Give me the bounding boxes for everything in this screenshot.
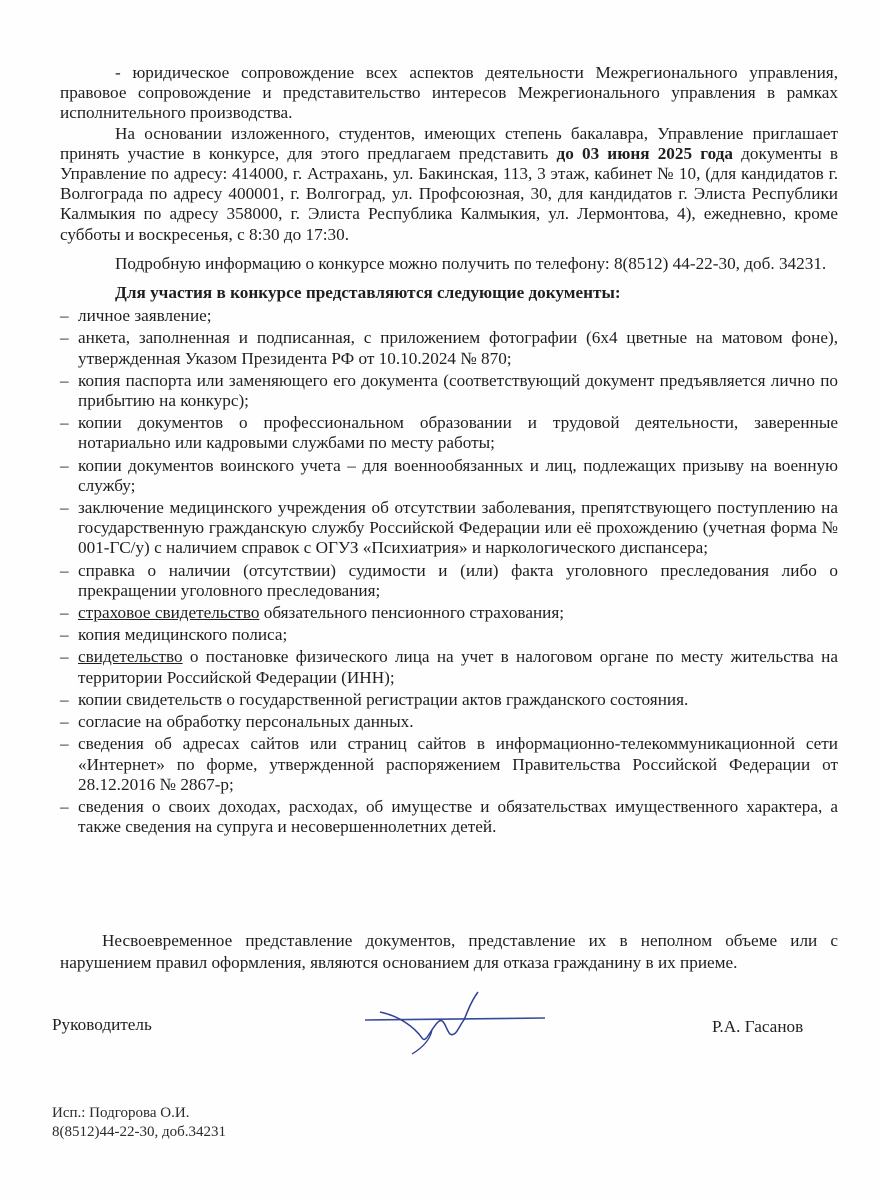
list-item — [60, 647, 838, 687]
executor-name: Исп.: Подгорова О.И. — [52, 1105, 190, 1121]
list-item: – копии свидетельств о государственной регистрации актов гражданского состояния. — [60, 690, 838, 710]
list-item: – справка о наличии (отсутствии) судимости и (или) факта уголовного преследования либо о прекращении уголовного преследования; — [60, 561, 838, 601]
list-item: – анкета, заполненная и подписанная, с приложением фотографии (6x4 цветные на матовом фоне), утвержденная Указом Президента РФ от 10.10.2024 № 870; — [60, 328, 838, 368]
list-item-text: о постановке физического лица на учет в налоговом органе по месту жительства на территории Российской Федерации (ИНН); — [78, 647, 838, 687]
underlined-term: страховое свидетельство — [78, 603, 260, 623]
executor-block — [52, 1104, 226, 1142]
list-item: – копия медицинского полиса; — [60, 625, 838, 645]
list-item: – копия паспорта или заменяющего его документа (соответствующий документ предъявляется лично по прибытию на конкурс); — [60, 371, 838, 411]
paragraph-contact-info: Подробную информацию о конкурсе можно получить по телефону: 8(8512) 44-22-30, доб. 34231. — [115, 253, 827, 273]
closing-paragraph — [60, 930, 838, 974]
list-item — [60, 603, 838, 623]
signer-role: Руководитель — [52, 1015, 152, 1034]
document-body — [60, 63, 838, 839]
documents-list — [60, 306, 838, 837]
paragraph-invitation — [60, 124, 838, 245]
list-item: – сведения о своих доходах, расходах, об имуществе и обязательствах имущественного характера, а также сведения на супруга и несовершеннолетних детей. — [60, 797, 838, 837]
list-item: – согласие на обработку персональных данных. — [60, 712, 838, 732]
signer-name: Р.А. Гасанов — [712, 1017, 804, 1036]
list-item: – личное заявление; — [60, 306, 838, 326]
list-item: – копии документов воинского учета – для военнообязанных и лиц, подлежащих призыву на военную службу; — [60, 456, 838, 496]
underlined-term: свидетельство — [78, 647, 183, 667]
paragraph-duties: - юридическое сопровождение всех аспектов деятельности Межрегионального управления, правовое сопровождение и представительство интересов Межрегионального управления в рамках исполнительного производства. — [60, 63, 838, 123]
list-item: – сведения об адресах сайтов или страниц сайтов в информационно-телекоммуникационной сети «Интернет» по форме, утвержденной распоряжением Правительства Российской Федерации от 28.12.2016 № 2867-р; — [60, 734, 838, 795]
documents-heading: Для участия в конкурсе представляются следующие документы: — [115, 283, 621, 303]
list-item: – заключение медицинского учреждения об отсутствии заболевания, препятствующего поступлению на государственную гражданскую службу Российской Федерации или её прохождению (учетная форма № 001-ГС/у) с наличием справок с ОГУЗ «Психиатрия» и наркологического диспансера; — [60, 498, 838, 559]
address-text: документы в Управление по адресу: 414000, г. Астрахань, ул. Бакинская, 113, 3 этаж, кабинет № 10, (для кандидатов г. Волгограда по адресу 400001, г. Волгоград, ул. Профсоюзная, 30, для кандидатов г. Элиста Республики Калмыкия по адресу 358000, г. Элиста Республика Калмыкия, ул. Лермонтова, 4), ежедневно, кроме субботы и воскресенья, с 8:30 до 17:30. — [60, 143, 838, 244]
deadline-text: до 03 июня 2025 года — [556, 143, 733, 163]
signature-image — [360, 990, 550, 1060]
list-item-text: обязательного пенсионного страхования; — [259, 603, 565, 623]
list-item: – копии документов о профессиональном образовании и трудовой деятельности, заверенные нотариально или кадровыми службами по месту работы; — [60, 413, 838, 453]
executor-phone: 8(8512)44-22-30, доб.34231 — [52, 1124, 226, 1140]
closing-text: Несвоевременное представление документов, представление их в неполном объеме или с нарушением правил оформления, являются основанием для отказа гражданину в их приеме. — [60, 931, 838, 972]
invitation-text: На основании изложенного, студентов, имеющих степень бакалавра, Управление приглашает принять участие в конкурсе, для этого предлагаем представить — [60, 123, 838, 163]
